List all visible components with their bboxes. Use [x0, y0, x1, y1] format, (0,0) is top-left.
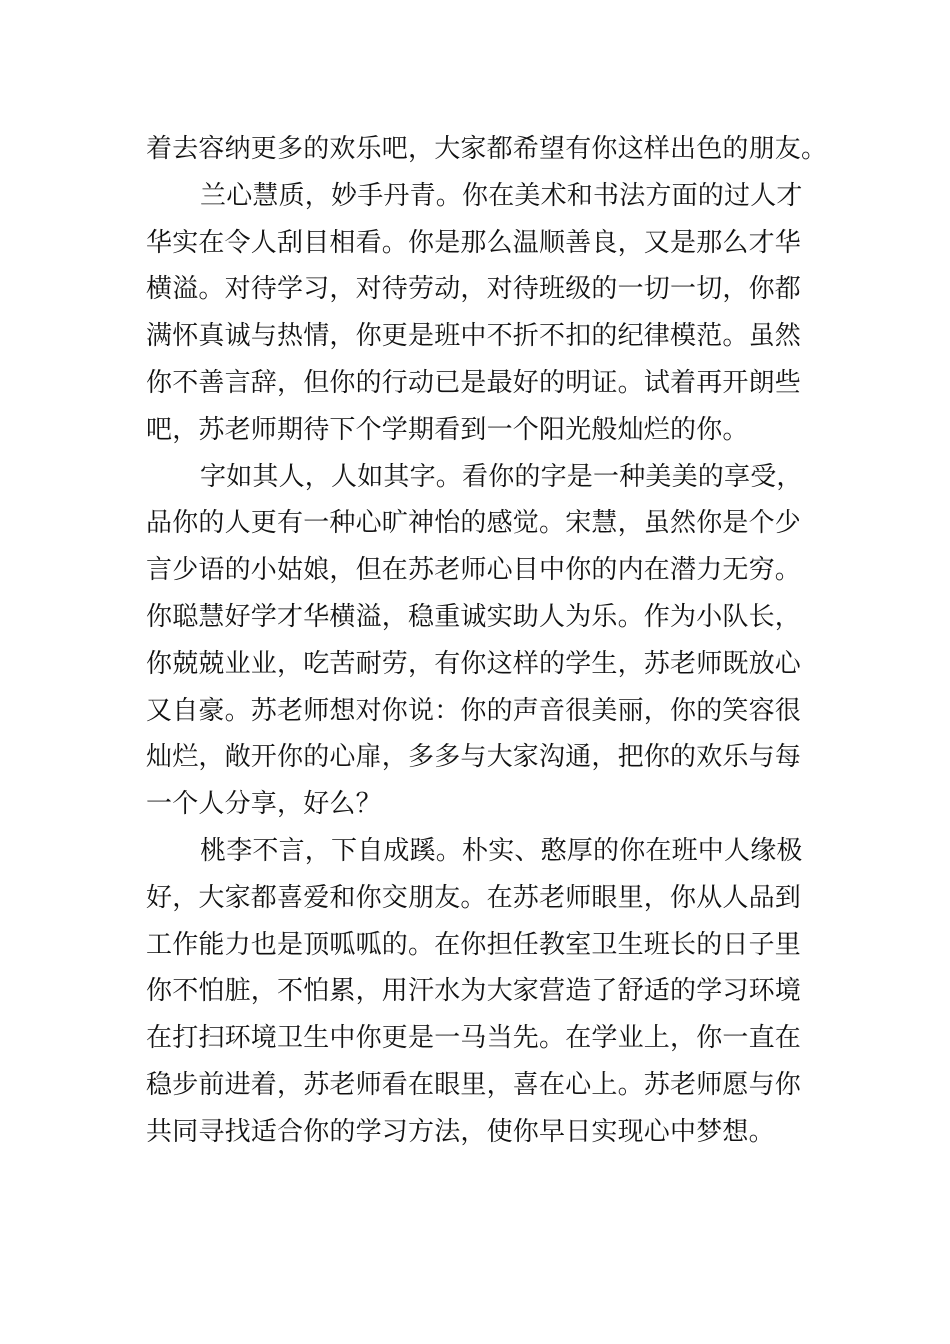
- text-line: 在打扫环境卫生中你更是一马当先。在学业上，你一直在: [146, 1023, 802, 1054]
- document-body: [146, 126, 828, 1156]
- text-line: 稳步前进着，苏老师看在眼里，喜在心上。苏老师愿与你: [146, 1069, 802, 1100]
- text-line: 好，大家都喜爱和你交朋友。在苏老师眼里，你从人品到: [146, 882, 802, 913]
- text-line: 你不怕脏，不怕累，用汗水为大家营造了舒适的学习环境: [146, 976, 802, 1007]
- text-line: 你不善言辞，但你的行动已是最好的明证。试着再开朗些: [146, 367, 802, 398]
- paragraph-start-line: 桃李不言，下自成蹊。朴实、憨厚的你在班中人缘极: [200, 835, 803, 866]
- text-line: 着去容纳更多的欢乐吧，大家都希望有你这样出色的朋友。: [146, 134, 828, 164]
- text-line: 吧，苏老师期待下个学期看到一个阳光般灿烂的你。: [146, 414, 749, 445]
- text-line: 华实在令人刮目相看。你是那么温顺善良，又是那么才华: [146, 227, 802, 258]
- text-line: 你聪慧好学才华横溢，稳重诚实助人为乐。作为小队长，: [146, 601, 802, 632]
- text-line: 灿烂，敞开你的心扉，多多与大家沟通，把你的欢乐与每: [146, 742, 802, 773]
- text-line: 你兢兢业业，吃苦耐劳，有你这样的学生，苏老师既放心: [146, 648, 802, 679]
- paragraph-start-line: 字如其人，人如其字。看你的字是一种美美的享受，: [200, 461, 803, 492]
- text-line: 又自豪。苏老师想对你说：你的声音很美丽，你的笑容很: [146, 695, 802, 726]
- text-line: 横溢。对待学习，对待劳动，对待班级的一切一切，你都: [146, 274, 802, 305]
- text-line: 工作能力也是顶呱呱的。在你担任教室卫生班长的日子里: [146, 929, 802, 960]
- text-line: 一个人分享，好么？: [146, 789, 382, 820]
- paragraph-start-line: 兰心慧质，妙手丹青。你在美术和书法方面的过人才: [200, 180, 803, 211]
- text-line: 满怀真诚与热情，你更是班中不折不扣的纪律模范。虽然: [146, 321, 802, 352]
- text-line: 品你的人更有一种心旷神怡的感觉。宋慧，虽然你是个少: [146, 508, 802, 539]
- text-line: 共同寻找适合你的学习方法，使你早日实现心中梦想。: [146, 1116, 775, 1147]
- text-line: 言少语的小姑娘，但在苏老师心目中你的内在潜力无穷。: [146, 555, 802, 586]
